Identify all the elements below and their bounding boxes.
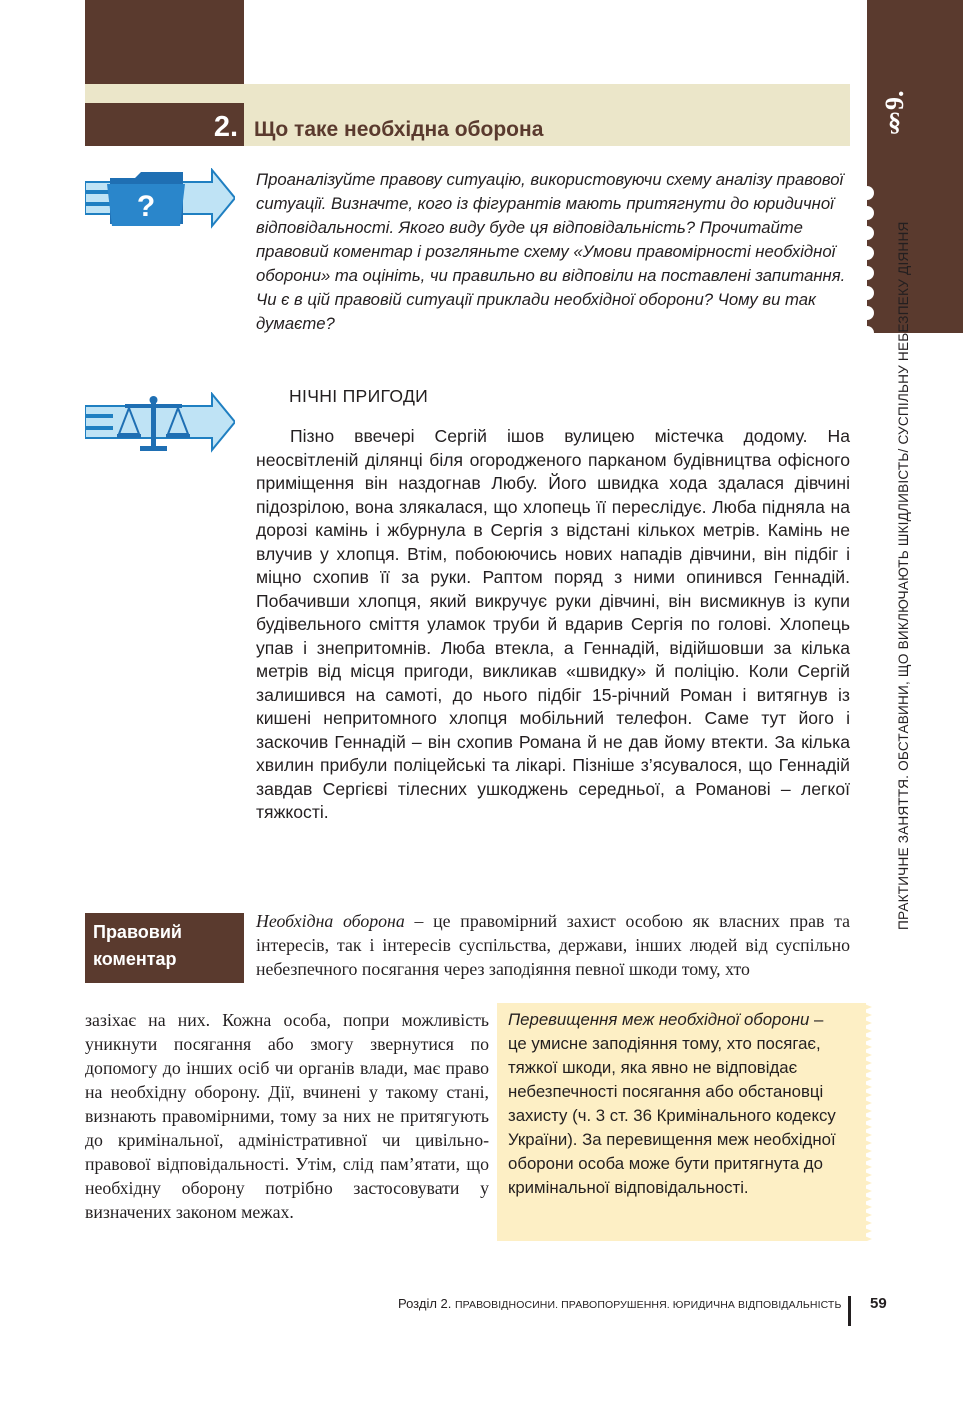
scallop-dot [520, 70, 534, 84]
story-text: Пізно ввечері Сергій ішов вулицею містечка додому. На неосвітленій ділянці біля огородженого парканом будівництва офісного приміщення він наздогнав Любу. Його швидка хода здалася дівчині підозрілою, вона злякалася, що хлопець її переслідує. Люба підняла на дорозі камінь і жбурнула в Сергія з відстані кількох метрів. Камінь не влучив у хлопця. Втім, побоюючись нових нападів дівчини, він підбіг і міцно схопив її за руки. Раптом поряд з ними опинився Геннадій. Побачивши хлопця, який викручує руки дівчині, він висмикнув із купи будівельного сміття уламок труби й вдарив Сергія по голові. Хлопець упав і знепритомнів. Люба втекла, а Геннадій, відійшовши за кілька метрів від місця пригоди, викликав «швидку» й поліцію. Коли Сергій залишився на самоті, до нього підбіг 15-річний Роман і витягнув із кишені непритомного хлопця мобільний телефон. Саме тут його і заскочив Геннадій – він схопив Романа й не дав йому втекти. За кілька хвилин прибули поліцейські та лікарі. Пізніше з’ясувалося, що Геннадій завдав Сергієві тілесних ушкоджень середньої, а Романові – легкої тяжкості. [256, 426, 850, 822]
scallop-dot [682, 70, 696, 84]
scallop-dot [646, 70, 660, 84]
side-scallop-dot [860, 186, 874, 200]
scallop-dot [430, 70, 444, 84]
scallop-dot [592, 70, 606, 84]
svg-text:?: ? [136, 190, 156, 223]
footer-chapter-title: ПРАВОВІДНОСИНИ. ПРАВОПОРУШЕННЯ. ЮРИДИЧНА ВІДПОВІДАЛЬНІСТЬ [455, 1299, 842, 1311]
scallop-dot [844, 70, 850, 84]
scales-icon [85, 392, 235, 454]
scallop-dot [376, 70, 390, 84]
scallop-dot [736, 70, 750, 84]
comment-text-top [256, 909, 850, 981]
comment-badge-line1: Правовий [93, 922, 182, 942]
scallop-dot [628, 70, 642, 84]
comment-text-continued: зазіхає на них. Кожна особа, попри можливість уникнути посягання або змогу звернутися по допомогу до інших осіб чи органів влади, має право на необхідну оборону. Дії, вчинені у такому стані, визнають правомірними, тому за них не притягують до кримінальної, адміністративної чи цивільно-правової відповідальності. Утім, слід пам’ятати, що необхідну оборону потрібно застосовувати у визначених законом межах. [85, 1010, 489, 1222]
definition-body: – це умисне заподіяння тому, хто посягає, тяжкої шкоди, яка явно не відповідає небезпечності посягання або обстановці захисту (ч. 3 ст. 36 Кримінального кодексу України). За перевищення меж необхідної оборони особа може бути притягнута до кримінальної відповідальності. [508, 1010, 836, 1197]
comment-intro: – це правомірний захист особою як власних прав та інтересів, так і інтересів суспільства, держави, інших людей від суспільно небезпечного посягання через заподіяння певної шкоди тому, хто [256, 911, 850, 979]
scallop-dot [538, 70, 552, 84]
side-scallop-dot [860, 286, 874, 300]
comment-badge-line2: коментар [93, 949, 177, 969]
scallop-dot [790, 70, 804, 84]
scallop-dot [556, 70, 570, 84]
story-title: НІЧНІ ПРИГОДИ [289, 386, 429, 406]
scallop-dot [358, 70, 372, 84]
definition-term: Перевищення меж необхідної оборони [508, 1010, 810, 1029]
page-number: 59 [870, 1295, 887, 1312]
scallop-dot [574, 70, 588, 84]
footer-chapter-label: Розділ 2. [398, 1296, 452, 1311]
scallop-dot [322, 70, 336, 84]
scallop-dot [412, 70, 426, 84]
scallop-dot [394, 70, 408, 84]
side-scallop-dot [860, 326, 874, 340]
scallop-dot [304, 70, 318, 84]
scallop-dot [286, 70, 300, 84]
side-scallop-dot [860, 306, 874, 320]
scallop-dot [610, 70, 624, 84]
task-paragraph-1: Проаналізуйте правову ситуацію, використовуючи схему аналізу правової ситуації. Визначте, кого із фігурантів мають притягнути до юридичної відповідальності. Якого виду буде ця відповідальність? Прочитайте правовий коментар і розгляньте схему «Умови правомірності необхідної оборони» та оцініть, чи правильно ви відповіли на поставлені запитання. [256, 170, 846, 285]
scallop-dot [466, 70, 480, 84]
scallop-dot [268, 70, 282, 84]
scallop-dot [700, 70, 714, 84]
paragraph-label: §9. [880, 90, 909, 140]
section-title: Що таке необхідна оборона [254, 118, 544, 141]
section-number: 2. [213, 111, 238, 143]
scallop-dot [826, 70, 840, 84]
side-scallop-dot [860, 206, 874, 220]
side-caption: ПРАКТИЧНЕ ЗАНЯТТЯ. ОБСТАВИНИ, ЩО ВИКЛЮЧАЮТЬ ШКІДЛИВІСТЬ/ СУСПІЛЬНУ НЕБЕЗПЕКУ ДІЯННЯ [896, 221, 911, 930]
task-text [256, 168, 852, 336]
side-scallop-dot [860, 266, 874, 280]
side-scallop-dot [860, 226, 874, 240]
footer-chapter [398, 1296, 841, 1311]
scallop-dot [808, 70, 822, 84]
side-band-mid [867, 183, 963, 333]
scallop-dot [718, 70, 732, 84]
scallop-edge [85, 70, 850, 90]
scallop-dot [772, 70, 786, 84]
scallop-dot [250, 70, 264, 84]
comment-badge [85, 913, 244, 983]
comment-term: Необхідна оборона [256, 911, 405, 931]
scallop-dot [502, 70, 516, 84]
footer-divider [848, 1296, 851, 1326]
scallop-dot [664, 70, 678, 84]
scallop-dot [484, 70, 498, 84]
side-scallop-dot [860, 246, 874, 260]
task-paragraph-2: Чи є в цій правовій ситуації приклади необхідної оборони? Чому ви так думаєте? [256, 290, 816, 333]
definition-box-edge [862, 1003, 872, 1241]
scallop-dot [754, 70, 768, 84]
scallop-dot [448, 70, 462, 84]
definition-text [508, 1008, 843, 1200]
scallop-dot [340, 70, 354, 84]
folder-question-icon [85, 168, 235, 230]
